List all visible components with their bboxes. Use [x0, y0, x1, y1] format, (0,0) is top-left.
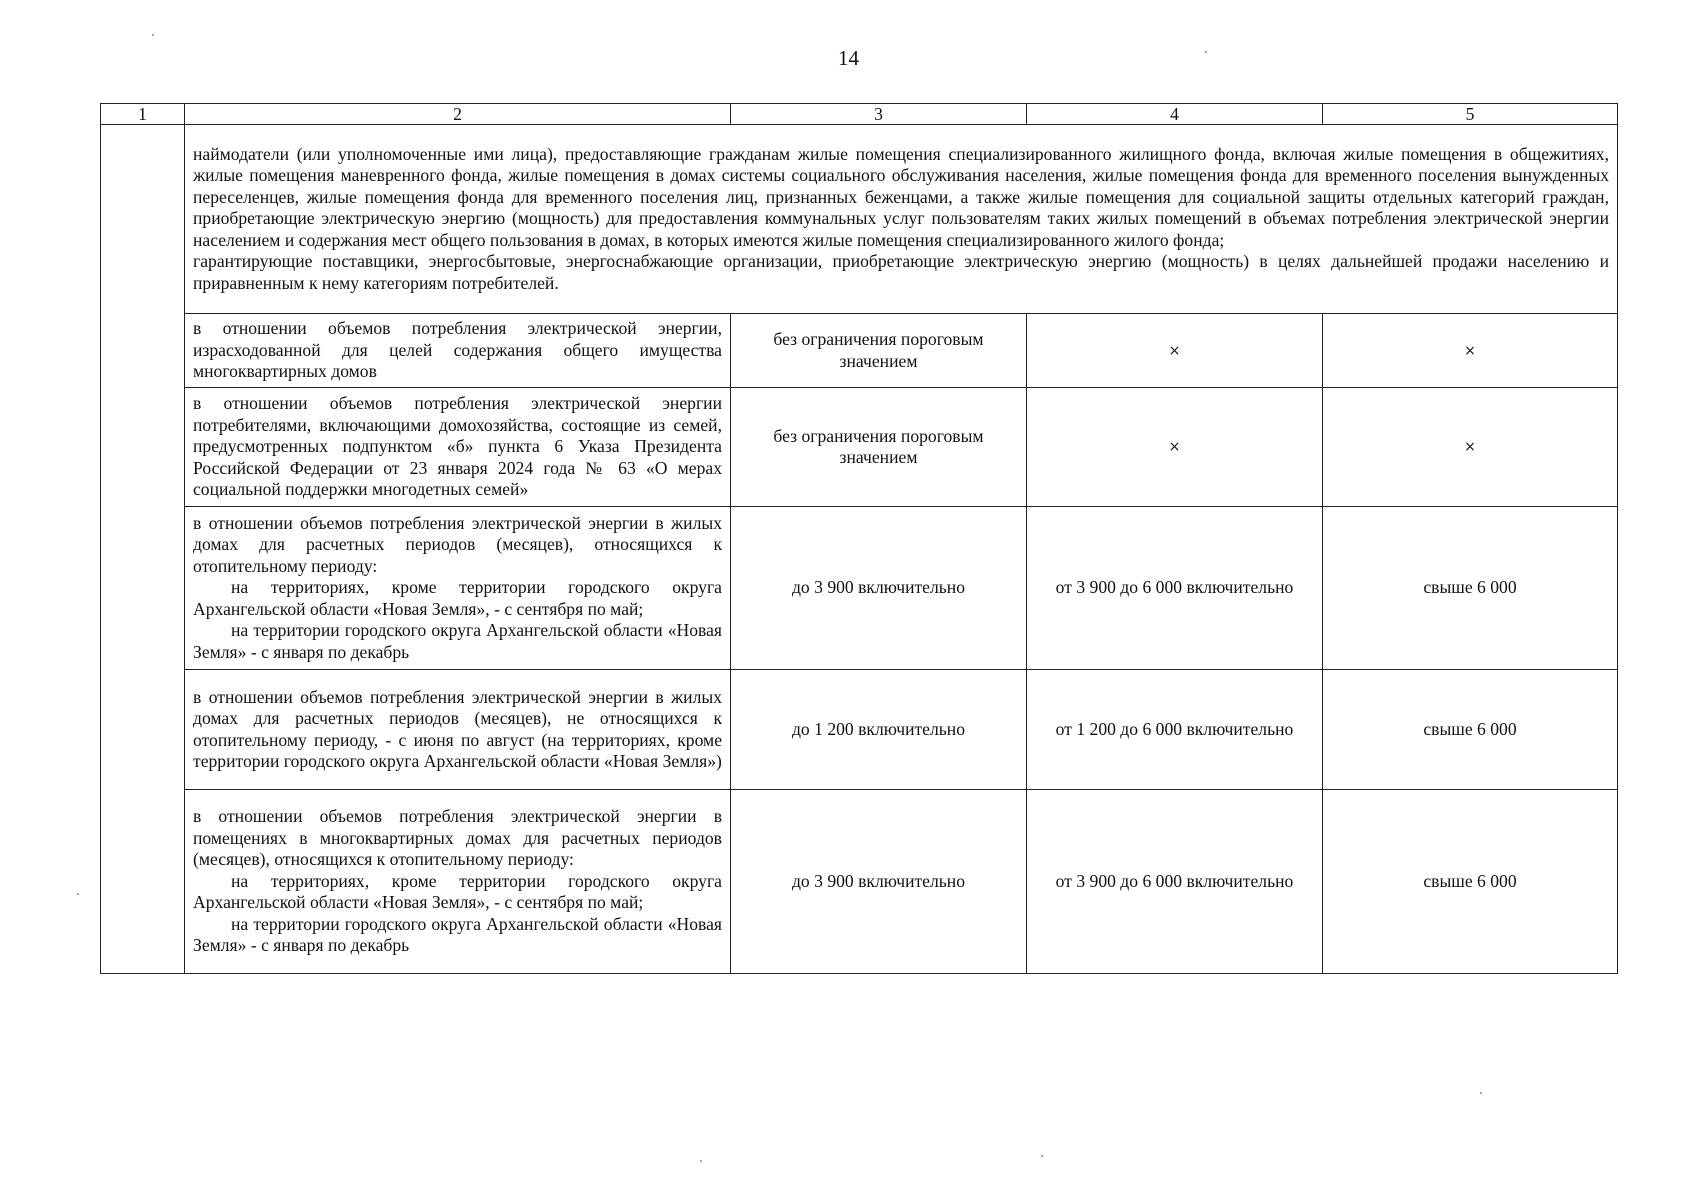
- threshold-mid-cell: от 1 200 до 6 000 включительно: [1027, 670, 1323, 790]
- intro-paragraph: наймодатели (или уполномоченные ими лица), предоставляющие гражданам жилые помещения специализированного жилищного фонда, включая жилые помещения в общежитиях, жилые помещения маневренного фонда, жилые помещения в домах системы социального обслуживания населения, жилые помещения фонда для временного поселения вынужденных переселенцев, жилые помещения фонда для временного поселения лиц, признанных беженцами, а также жилые помещения для социальной защиты отдельных категорий граждан, приобретающие электрическую энергию (мощность) для предоставления коммунальных услуг пользователям таких жилых помещений в объемах потребления электрической энергии населением и содержания мест общего пользования в домах, в которых имеются жилые помещения специализированного жилого фонда;: [193, 143, 1609, 250]
- table-header-row: [101, 104, 1618, 125]
- threshold-high-cell: [1323, 314, 1618, 388]
- threshold-high-cell: [1323, 388, 1618, 507]
- cross-mark: ×: [1464, 342, 1476, 359]
- description-cell: [185, 507, 731, 670]
- description-text: на территориях, кроме территории городского округа Архангельской области «Новая Земля», - с сентября по май;: [193, 870, 722, 913]
- page-number: 14: [838, 46, 859, 70]
- threshold-low-cell: без ограничения пороговым значением: [731, 388, 1027, 507]
- description-text: на территории городского округа Архангельской области «Новая Земля» - с января по декабрь: [193, 620, 722, 662]
- scan-speck: [1480, 1092, 1482, 1094]
- threshold-mid-cell: от 3 900 до 6 000 включительно: [1027, 790, 1323, 974]
- description-cell: [185, 670, 731, 790]
- table-row: [101, 790, 1618, 974]
- table-row: [101, 507, 1618, 670]
- table-row: [101, 670, 1618, 790]
- description-cell: [185, 388, 731, 507]
- cross-mark: ×: [1168, 342, 1181, 359]
- threshold-low-cell: до 1 200 включительно: [731, 670, 1027, 790]
- cross-mark: ×: [1464, 439, 1476, 456]
- tariff-table: [100, 103, 1618, 974]
- threshold-low-cell: до 3 900 включительно: [731, 507, 1027, 670]
- threshold-low-cell: до 3 900 включительно: [731, 790, 1027, 974]
- intro-cell: [185, 125, 1618, 314]
- description-text: в отношении объемов потребления электрической энергии в жилых домах для расчетных периодов (месяцев), относящихся к отопительному периоду:: [193, 512, 722, 576]
- description-cell: [185, 314, 731, 388]
- description-text: в отношении объемов потребления электрической энергии потребителями, включающими домохозяйства, состоящие из семей, предусмотренных подпунктом «б» пункта 6 Указа Президента Российской Федерации от 23 января 2024 года № 63 «О мерах социальной поддержки многодетных семей»: [193, 393, 722, 500]
- table-row: [101, 388, 1618, 507]
- threshold-mid-cell: [1027, 388, 1323, 507]
- number-cell: [101, 125, 185, 974]
- scan-speck: [1041, 1155, 1043, 1157]
- table-row: [101, 314, 1618, 388]
- threshold-high-cell: свыше 6 000: [1323, 670, 1618, 790]
- scan-speck: [77, 893, 79, 895]
- scan-speck: [700, 1160, 702, 1162]
- table-row-intro: [101, 125, 1618, 314]
- description-text: в отношении объемов потребления электрической энергии, израсходованной для целей содержания общего имущества многоквартирных домов: [193, 318, 722, 382]
- threshold-mid-cell: [1027, 314, 1323, 388]
- threshold-high-cell: свыше 6 000: [1323, 790, 1618, 974]
- description-text: на территориях, кроме территории городского округа Архангельской области «Новая Земля», - с сентября по май;: [193, 577, 722, 619]
- header-cell-5: 5: [1323, 104, 1618, 125]
- header-cell-2: 2: [185, 104, 731, 125]
- header-cell-4: 4: [1027, 104, 1323, 125]
- scan-speck: [152, 34, 154, 36]
- threshold-high-cell: свыше 6 000: [1323, 507, 1618, 670]
- header-cell-1: 1: [101, 104, 185, 125]
- description-cell: [185, 790, 731, 974]
- threshold-low-cell: без ограничения пороговым значением: [731, 314, 1027, 388]
- intro-paragraph: гарантирующие поставщики, энергосбытовые, энергоснабжающие организации, приобретающие электрическую энергию (мощность) в целях дальнейшей продажи населению и приравненным к нему категориям потребителей.: [193, 251, 1609, 293]
- description-text: на территории городского округа Архангельской области «Новая Земля» - с января по декабрь: [193, 913, 722, 956]
- cross-mark: ×: [1168, 439, 1181, 456]
- scan-speck: [1205, 51, 1207, 53]
- header-cell-3: 3: [731, 104, 1027, 125]
- description-text: в отношении объемов потребления электрической энергии в жилых домах для расчетных периодов (месяцев), не относящихся к отопительному периоду, - с июня по август (на территориях, кроме территории городского округа Архангельской области «Новая Земля»): [193, 686, 722, 771]
- description-text: в отношении объемов потребления электрической энергии в помещениях в многоквартирных домах для расчетных периодов (месяцев), относящихся к отопительному периоду:: [193, 806, 722, 870]
- threshold-mid-cell: от 3 900 до 6 000 включительно: [1027, 507, 1323, 670]
